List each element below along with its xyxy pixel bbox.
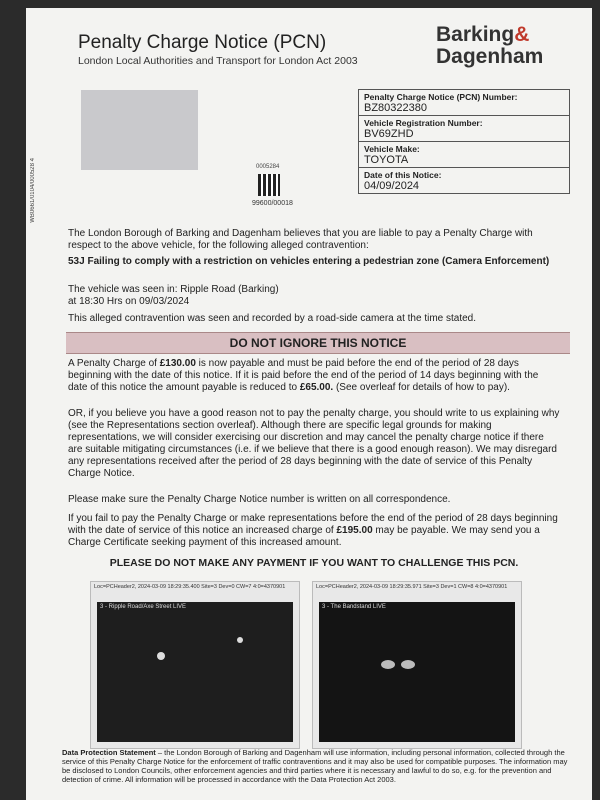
- increased-amount: £195.00: [336, 525, 373, 536]
- pcn-number-row: [359, 90, 569, 116]
- recorded-statement: This alleged contravention was seen and recorded by a road-side camera at the time stated.: [68, 313, 477, 324]
- do-not-ignore-banner: DO NOT IGNORE THIS NOTICE: [66, 332, 570, 354]
- photo-1-label: 3 - Ripple Road/Axe Street LIVE: [100, 604, 187, 610]
- photo-2-label: 3 - The Bandstand LIVE: [322, 604, 386, 610]
- logo-line2: Dagenham: [436, 45, 544, 68]
- street-light-icon: [237, 637, 243, 643]
- qr-code-icon: [258, 174, 280, 196]
- reduced-amount: £65.00.: [299, 382, 334, 393]
- penalty-text-b: is now payable and must be paid before the end of the period of 28 days beginning with the date of this notice. If it is paid before the end of the period of 14 days beginning with the date of this notice the amount payable is reduced to: [68, 358, 539, 393]
- pcn-details-box: [358, 89, 570, 194]
- photo-2-image: [319, 602, 515, 742]
- council-logo: [436, 24, 543, 68]
- camera-photo-1: [90, 581, 300, 749]
- registration-label: Vehicle Registration Number:: [364, 118, 483, 128]
- penalty-text-a: A Penalty Charge of: [68, 358, 160, 369]
- notice-date-row: [359, 168, 569, 193]
- data-protection-text: – the London Borough of Barking and Dagenham will use information, including personal information, collected through the service of this Penalty Charge Notice for the enforcement of traffic contraventions and it may also be used for compatible purposes. The information may be disclosed to London Councils, other enforcement agencies and third parties where it is necessary and lawful to do so, e.g. for the prevention and detection of crime. All information will be processed in accordance with the Data Protection Act 2003.: [62, 748, 568, 784]
- headlight-icon: [381, 660, 395, 669]
- barcode-number: 0005284: [256, 164, 280, 170]
- pcn-document: [26, 8, 592, 800]
- penalty-text-c: (See overleaf for details of how to pay).: [333, 382, 510, 393]
- notice-date-label: Date of this Notice:: [364, 170, 442, 180]
- data-protection-statement: [62, 748, 572, 784]
- registration-value: BV69ZHD: [364, 128, 414, 140]
- increased-charge-paragraph: [68, 513, 560, 549]
- photo-1-image: [97, 602, 293, 742]
- document-subtitle: London Local Authorities and Transport for London Act 2003: [78, 55, 358, 67]
- location-line: The vehicle was seen in: Ripple Road (Barking): [68, 284, 279, 295]
- increase-text-a: If you fail to pay the Penalty Charge or make representations before the end of the period of 28 days beginning with the date of service of this notice an increased charge of: [68, 513, 558, 536]
- street-light-icon: [157, 652, 165, 660]
- penalty-amount: £130.00: [159, 358, 196, 369]
- challenge-warning: PLEASE DO NOT MAKE ANY PAYMENT IF YOU WANT TO CHALLENGE THIS PCN.: [109, 557, 519, 569]
- side-reference-code: WB0661/0104/000528 4: [30, 158, 36, 223]
- logo-ampersand: &: [514, 23, 530, 46]
- pcn-number-label: Penalty Charge Notice (PCN) Number:: [364, 92, 518, 102]
- correspondence-note: Please make sure the Penalty Charge Notice number is written on all correspondence.: [68, 494, 451, 505]
- time-line: at 18:30 Hrs on 09/03/2024: [68, 296, 190, 307]
- pcn-number-value: BZ80322380: [364, 102, 427, 114]
- representations-paragraph: OR, if you believe you have a good reason not to pay the penalty charge, you should write to us explaining why (see the Representations section overleaf). Although there are specific legal grounds for making representations, we will consider exercising our discretion and may cancel the penalty charge notice if there are suitable mitigating circumstances (i.e. if we believe that there is a good enough reason). We may disregard any representations received after the period of 28 days beginning with the date of service of this Penalty Charge Notice.: [68, 408, 560, 479]
- contravention-text: 53J Failing to comply with a restriction on vehicles entering a pedestrian zone (Camera Enforcement): [68, 256, 550, 267]
- document-title: Penalty Charge Notice (PCN): [78, 32, 327, 53]
- increase-text-b: may be payable. We may send you a Charge Certificate seeking payment of this increased amount.: [68, 525, 540, 548]
- photo-1-caption: Loc=PCHeader2, 2024-03-09 18:29:35.400 Site=3 Dev=0 CW=7 4:0=4370901: [94, 584, 286, 590]
- photo-2-caption: Loc=PCHeader2, 2024-03-09 18:29:35.971 Site=3 Dev=1 CW=8 4:0=4370901: [316, 584, 508, 590]
- intro-paragraph: The London Borough of Barking and Dagenham believes that you are liable to pay a Penalty Charge with respect to the above vehicle, for the following alleged contravention:: [68, 228, 533, 251]
- vehicle-make-row: [359, 142, 569, 168]
- data-protection-heading: Data Protection Statement: [62, 748, 156, 757]
- notice-date-value: 04/09/2024: [364, 180, 420, 192]
- vehicle-make-label: Vehicle Make:: [364, 144, 420, 154]
- registration-row: [359, 116, 569, 142]
- vehicle-make-value: TOYOTA: [364, 154, 409, 166]
- redacted-address-block: [81, 90, 198, 170]
- penalty-paragraph: [68, 358, 560, 394]
- camera-photo-2: [312, 581, 522, 749]
- headlight-icon: [401, 660, 415, 669]
- qr-number: 99600/00018: [252, 200, 293, 207]
- logo-line1: Barking: [436, 23, 515, 46]
